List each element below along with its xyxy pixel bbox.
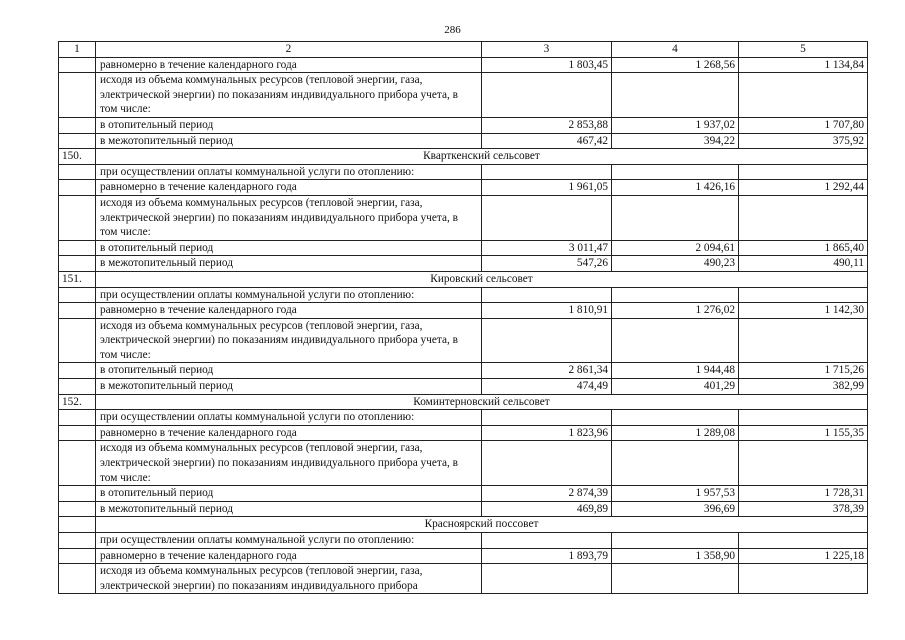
value-row: [59, 117, 868, 133]
value-row: [59, 363, 868, 379]
index-cell: [59, 73, 96, 118]
index-cell: [59, 318, 96, 363]
section-title: Коминтерновский сельсовет: [96, 394, 868, 410]
value-cell: [612, 164, 739, 180]
value-cell: [739, 441, 868, 486]
row-label: исходя из объема коммунальных ресурсов (тепловой энергии, газа, электрической энергии) по показаниям индивидуального прибора учета, в том числе:: [96, 195, 482, 240]
row-label: в межотопительный период: [96, 256, 482, 272]
index-cell: [59, 564, 96, 594]
note-row: [59, 287, 868, 303]
index-cell: [59, 240, 96, 256]
value-col3: 469,89: [482, 501, 612, 517]
value-row: [59, 133, 868, 149]
value-cell: [612, 441, 739, 486]
value-col4: 1 957,53: [612, 486, 739, 502]
page-number: 286: [444, 24, 461, 36]
value-cell: [482, 164, 612, 180]
section-title: Кварткенский сельсовет: [96, 149, 868, 165]
index-cell: [59, 548, 96, 564]
value-cell: [739, 287, 868, 303]
value-col4: 1 358,90: [612, 548, 739, 564]
row-label: при осуществлении оплаты коммунальной услуги по отоплению:: [96, 164, 482, 180]
value-col4: 1 289,08: [612, 425, 739, 441]
value-row: [59, 548, 868, 564]
section-row: [59, 271, 868, 287]
value-row: [59, 240, 868, 256]
value-cell: [739, 564, 868, 594]
row-label: в межотопительный период: [96, 501, 482, 517]
row-label: исходя из объема коммунальных ресурсов (тепловой энергии, газа, электрической энергии) по показаниям индивидуального прибора: [96, 564, 482, 594]
row-label: при осуществлении оплаты коммунальной услуги по отоплению:: [96, 287, 482, 303]
value-row: [59, 57, 868, 73]
value-cell: [482, 441, 612, 486]
index-cell: [59, 486, 96, 502]
value-cell: [612, 410, 739, 426]
value-col5: 382,99: [739, 379, 868, 395]
row-label: при осуществлении оплаты коммунальной услуги по отоплению:: [96, 533, 482, 549]
header-cell: 1: [59, 42, 96, 58]
note-row: [59, 73, 868, 118]
index-cell: [59, 425, 96, 441]
section-number: 152.: [59, 394, 96, 410]
note-row: [59, 533, 868, 549]
value-col4: 401,29: [612, 379, 739, 395]
value-col3: 1 961,05: [482, 180, 612, 196]
row-label: в межотопительный период: [96, 379, 482, 395]
index-cell: [59, 533, 96, 549]
value-col4: 394,22: [612, 133, 739, 149]
value-col4: 1 276,02: [612, 303, 739, 319]
header-row: [59, 42, 868, 58]
section-title: Кировский сельсовет: [96, 271, 868, 287]
row-label: при осуществлении оплаты коммунальной услуги по отоплению:: [96, 410, 482, 426]
value-col5: 1 292,44: [739, 180, 868, 196]
value-col3: 474,49: [482, 379, 612, 395]
value-row: [59, 303, 868, 319]
header-cell: 4: [612, 42, 739, 58]
row-label: равномерно в течение календарного года: [96, 303, 482, 319]
row-label: в межотопительный период: [96, 133, 482, 149]
note-row: [59, 318, 868, 363]
value-col3: 2 853,88: [482, 117, 612, 133]
value-cell: [482, 533, 612, 549]
table-body: [59, 42, 868, 594]
value-col3: 547,26: [482, 256, 612, 272]
value-col5: 1 728,31: [739, 486, 868, 502]
index-cell: [59, 57, 96, 73]
value-col5: 1 225,18: [739, 548, 868, 564]
value-cell: [612, 533, 739, 549]
note-row: [59, 441, 868, 486]
value-col5: 378,39: [739, 501, 868, 517]
value-cell: [612, 73, 739, 118]
value-col5: 1 707,80: [739, 117, 868, 133]
index-cell: [59, 287, 96, 303]
row-label: в отопительный период: [96, 363, 482, 379]
value-row: [59, 486, 868, 502]
value-cell: [739, 410, 868, 426]
value-col4: 1 268,56: [612, 57, 739, 73]
index-cell: [59, 410, 96, 426]
value-col4: 490,23: [612, 256, 739, 272]
index-cell: [59, 441, 96, 486]
value-cell: [482, 318, 612, 363]
row-label: равномерно в течение календарного года: [96, 548, 482, 564]
value-col3: 1 810,91: [482, 303, 612, 319]
row-label: равномерно в течение календарного года: [96, 180, 482, 196]
value-row: [59, 501, 868, 517]
value-cell: [739, 533, 868, 549]
row-label: исходя из объема коммунальных ресурсов (тепловой энергии, газа, электрической энергии) по показаниям индивидуального прибора учета, в том числе:: [96, 318, 482, 363]
index-cell: [59, 379, 96, 395]
section-number: 151.: [59, 271, 96, 287]
index-cell: [59, 117, 96, 133]
section-title: Красноярский поссовет: [96, 517, 868, 533]
value-col5: 1 715,26: [739, 363, 868, 379]
value-col4: 396,69: [612, 501, 739, 517]
header-cell: 2: [96, 42, 482, 58]
value-row: [59, 256, 868, 272]
section-row: [59, 149, 868, 165]
value-cell: [482, 287, 612, 303]
value-col5: 490,11: [739, 256, 868, 272]
value-cell: [482, 73, 612, 118]
value-col3: 1 893,79: [482, 548, 612, 564]
value-col3: 1 803,45: [482, 57, 612, 73]
value-row: [59, 180, 868, 196]
section-row: [59, 394, 868, 410]
value-col3: 3 011,47: [482, 240, 612, 256]
value-col4: 1 426,16: [612, 180, 739, 196]
index-cell: [59, 195, 96, 240]
index-cell: [59, 180, 96, 196]
value-cell: [612, 564, 739, 594]
index-cell: [59, 133, 96, 149]
row-label: исходя из объема коммунальных ресурсов (тепловой энергии, газа, электрической энергии) по показаниям индивидуального прибора учета, в том числе:: [96, 73, 482, 118]
index-cell: [59, 303, 96, 319]
section-number: [59, 517, 96, 533]
value-col3: 2 874,39: [482, 486, 612, 502]
value-col3: 2 861,34: [482, 363, 612, 379]
section-row: [59, 517, 868, 533]
value-cell: [482, 195, 612, 240]
value-cell: [739, 164, 868, 180]
value-cell: [739, 318, 868, 363]
header-cell: 5: [739, 42, 868, 58]
index-cell: [59, 256, 96, 272]
note-row: [59, 164, 868, 180]
row-label: в отопительный период: [96, 240, 482, 256]
value-cell: [612, 318, 739, 363]
value-col5: 375,92: [739, 133, 868, 149]
value-col5: 1 155,35: [739, 425, 868, 441]
value-cell: [612, 195, 739, 240]
value-col4: 1 937,02: [612, 117, 739, 133]
value-col4: 2 094,61: [612, 240, 739, 256]
value-col5: 1 142,30: [739, 303, 868, 319]
tariff-table: [58, 41, 868, 594]
row-label: равномерно в течение календарного года: [96, 425, 482, 441]
row-label: исходя из объема коммунальных ресурсов (тепловой энергии, газа, электрической энергии) по показаниям индивидуального прибора учета, в том числе:: [96, 441, 482, 486]
value-col5: 1 134,84: [739, 57, 868, 73]
value-col5: 1 865,40: [739, 240, 868, 256]
section-number: 150.: [59, 149, 96, 165]
note-row: [59, 195, 868, 240]
note-row: [59, 410, 868, 426]
value-row: [59, 425, 868, 441]
value-row: [59, 379, 868, 395]
value-col3: 1 823,96: [482, 425, 612, 441]
value-cell: [739, 195, 868, 240]
index-cell: [59, 164, 96, 180]
row-label: в отопительный период: [96, 117, 482, 133]
index-cell: [59, 363, 96, 379]
value-cell: [482, 410, 612, 426]
header-cell: 3: [482, 42, 612, 58]
value-cell: [612, 287, 739, 303]
index-cell: [59, 501, 96, 517]
note-row: [59, 564, 868, 594]
value-col4: 1 944,48: [612, 363, 739, 379]
row-label: равномерно в течение календарного года: [96, 57, 482, 73]
value-cell: [739, 73, 868, 118]
value-cell: [482, 564, 612, 594]
value-col3: 467,42: [482, 133, 612, 149]
row-label: в отопительный период: [96, 486, 482, 502]
